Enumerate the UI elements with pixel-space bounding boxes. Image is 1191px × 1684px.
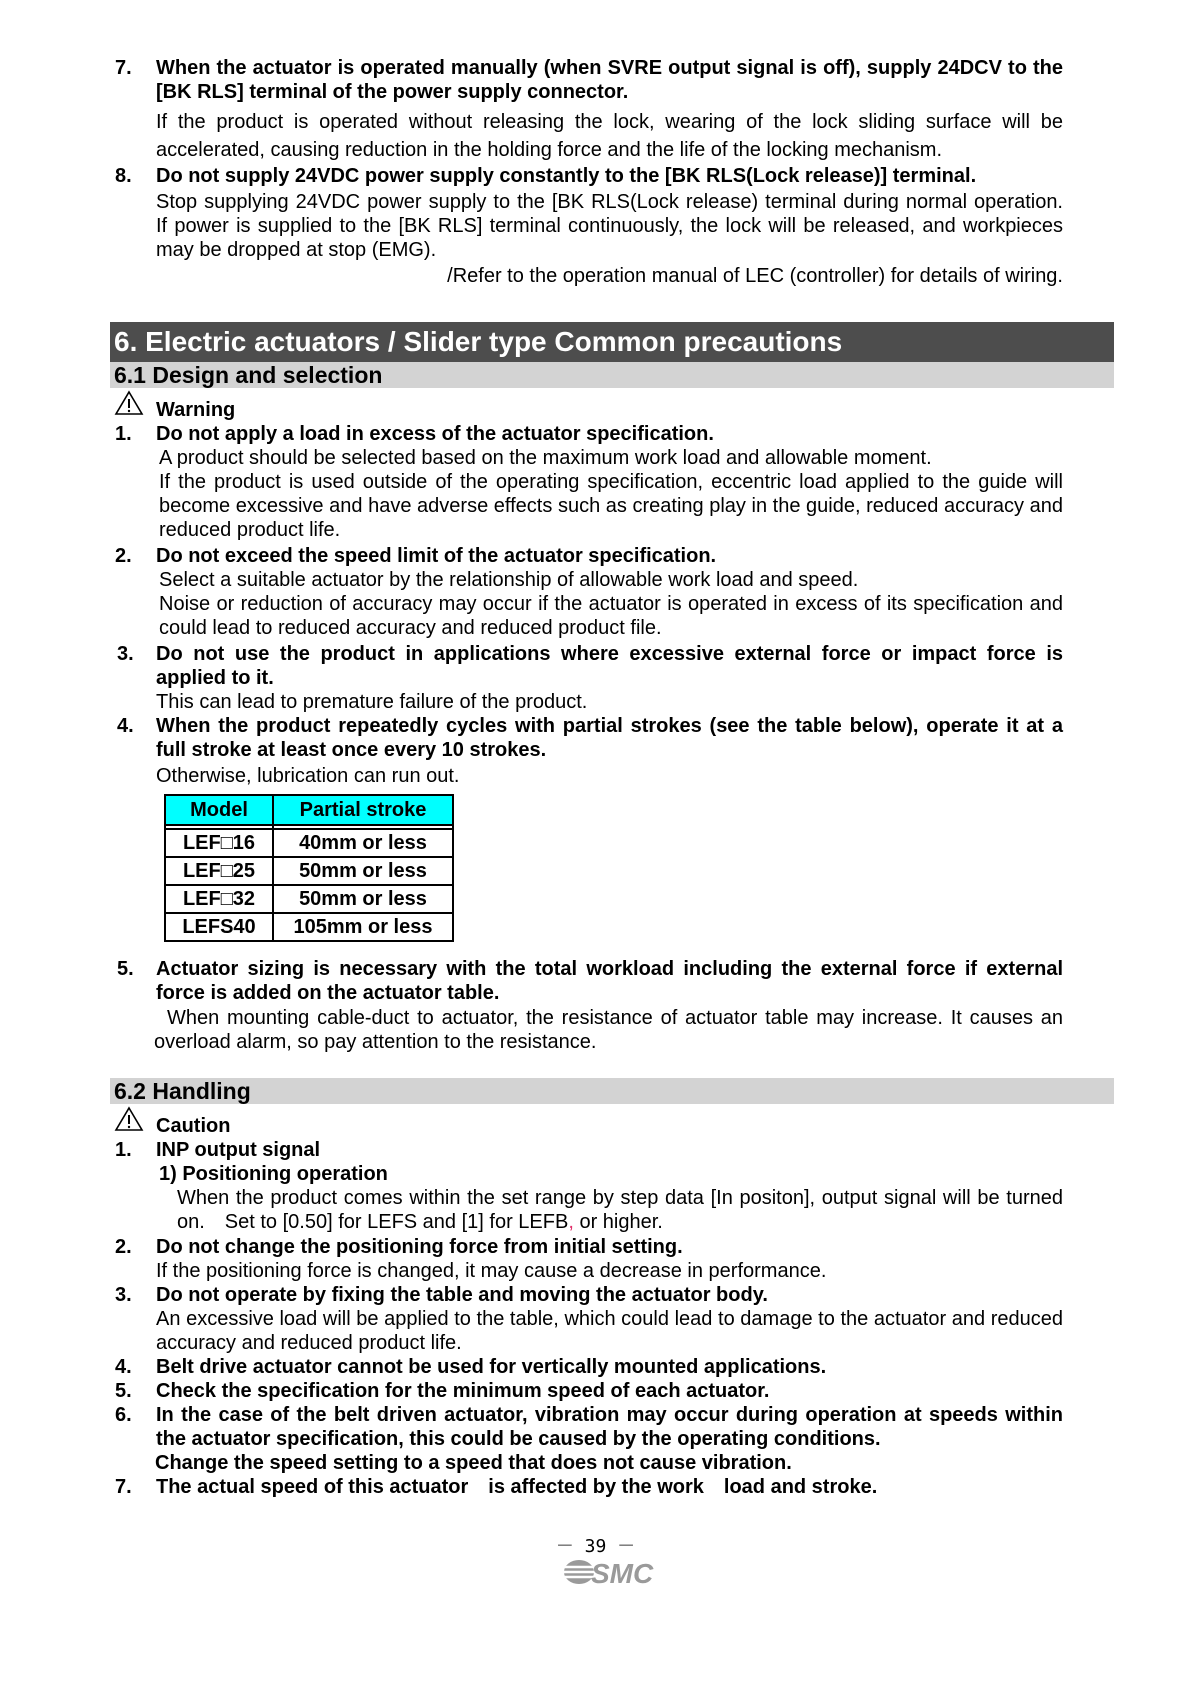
item-number: 1.: [115, 423, 132, 445]
logo-text: SMC: [591, 1558, 654, 1588]
page-number: － 39 －: [555, 1536, 636, 1557]
item-number: 4.: [115, 1356, 132, 1378]
reference-note: /Refer to the operation manual of LEC (controller) for details of wiring.: [447, 265, 1063, 287]
item-number: 2.: [115, 545, 132, 567]
body-text: When the product comes within the set range by step data [In positon], output signal will be turned on. Set to [0.50] for LEFS and [1] for LEFB: [177, 1187, 1063, 1233]
item-heading: Change the speed setting to a speed that does not cause vibration.: [155, 1452, 792, 1474]
item-heading: When the actuator is operated manually (when SVRE output signal is off), supply 24DCV to the [BK RLS] terminal of the power supply connector.: [156, 57, 1063, 103]
item-heading: Actuator sizing is necessary with the total workload including the external force if external force is added on the actuator table.: [156, 958, 1063, 1004]
body-text: or higher.: [573, 1211, 663, 1233]
smc-logo: [563, 1556, 663, 1588]
item-body: An excessive load will be applied to the table, which could lead to damage to the actuator and reduced accuracy and reduced product life.: [156, 1308, 1063, 1354]
item-heading: In the case of the belt driven actuator, vibration may occur during operation at speeds within the actuator specification, this could be caused by the operating conditions.: [156, 1404, 1063, 1450]
item-heading: Do not use the product in applications where excessive external force or impact force is applied to it.: [156, 643, 1063, 689]
item-body: Otherwise, lubrication can run out.: [156, 765, 460, 787]
table-header-row: [165, 795, 453, 825]
stroke-cell: 50mm or less: [273, 885, 453, 913]
subsection-heading: 6.1 Design and selection: [110, 362, 1114, 388]
stroke-cell: 105mm or less: [273, 913, 453, 941]
subsection-heading: 6.2 Handling: [110, 1078, 1114, 1104]
item-heading: INP output signal: [156, 1139, 321, 1161]
column-header: Partial stroke: [273, 795, 453, 825]
warning-icon: [114, 390, 144, 416]
item-heading: Do not change the positioning force from initial setting.: [156, 1236, 683, 1258]
item-number: 3.: [115, 1284, 132, 1306]
model-cell: LEF□32: [165, 885, 273, 913]
item-heading: When the product repeatedly cycles with partial strokes (see the table below), operate it at a full stroke at least once every 10 strokes.: [156, 715, 1063, 761]
item-subheading: 1) Positioning operation: [159, 1163, 388, 1185]
item-number: 4.: [117, 715, 134, 737]
caution-icon: [114, 1106, 144, 1132]
table-row: [165, 857, 453, 885]
caution-label: Caution: [156, 1115, 231, 1137]
item-body: This can lead to premature failure of the product.: [156, 691, 588, 713]
item-heading: Do not supply 24VDC power supply constantly to the [BK RLS(Lock release)] terminal.: [156, 165, 977, 187]
model-cell: LEF□16: [165, 829, 273, 857]
stroke-cell: 40mm or less: [273, 829, 453, 857]
item-body: If the product is operated without releasing the lock, wearing of the lock sliding surface will be accelerated, causing reduction in the holding force and the life of the locking mechanism.: [156, 111, 1063, 161]
item-body: Noise or reduction of accuracy may occur if the actuator is operated in excess of its specification and could lead to reduced accuracy and reduced product file.: [159, 593, 1063, 639]
table-row: [165, 885, 453, 913]
stroke-cell: 50mm or less: [273, 857, 453, 885]
item-heading: Check the specification for the minimum speed of each actuator.: [156, 1380, 770, 1402]
partial-stroke-table: [164, 794, 454, 942]
item-body: A product should be selected based on the maximum work load and allowable moment.: [159, 447, 932, 469]
item-heading: Do not apply a load in excess of the actuator specification.: [156, 423, 714, 445]
model-cell: LEF□25: [165, 857, 273, 885]
item-body: Stop supplying 24VDC power supply to the [BK RLS(Lock release) terminal during normal operation. If power is supplied to the [BK RLS] terminal continuously, the lock will be released, and workpieces may be dropped at stop (EMG).: [156, 191, 1083, 261]
warning-label: Warning: [156, 399, 236, 421]
item-heading: Do not exceed the speed limit of the actuator specification.: [156, 545, 717, 567]
item-number: 1.: [115, 1139, 132, 1161]
item-number: 5.: [115, 1380, 132, 1402]
item-number: 8.: [115, 165, 132, 187]
item-number: 5.: [117, 958, 134, 980]
item-number: 2.: [115, 1236, 132, 1258]
item-body: Select a suitable actuator by the relationship of allowable work load and speed.: [159, 569, 859, 591]
item-heading: Do not operate by fixing the table and moving the actuator body.: [156, 1284, 768, 1306]
item-number: 6.: [115, 1404, 132, 1426]
table-row: [165, 829, 453, 857]
item-body: If the product is used outside of the operating specification, eccentric load applied to the guide will become excessive and have adverse effects such as creating play in the guide, reduced accuracy and reduced product life.: [159, 471, 1063, 541]
item-body: [177, 1186, 1063, 1234]
column-header: Model: [165, 795, 273, 825]
item-body: When mounting cable-duct to actuator, the resistance of actuator table may increase. It causes an overload alarm, so pay attention to the resistance.: [154, 1007, 1063, 1053]
item-body: If the positioning force is changed, it may cause a decrease in performance.: [156, 1260, 827, 1282]
section-heading: 6. Electric actuators / Slider type Common precautions: [110, 322, 1114, 362]
item-number: 7.: [115, 1476, 132, 1498]
table-row: [165, 913, 453, 941]
item-number: 3.: [117, 643, 134, 665]
item-heading: The actual speed of this actuator is affected by the work load and stroke.: [156, 1476, 878, 1498]
highlighted-comma: ,: [568, 1211, 574, 1233]
model-cell: LEFS40: [165, 913, 273, 941]
item-number: 7.: [115, 57, 132, 79]
item-heading: Belt drive actuator cannot be used for vertically mounted applications.: [156, 1356, 827, 1378]
